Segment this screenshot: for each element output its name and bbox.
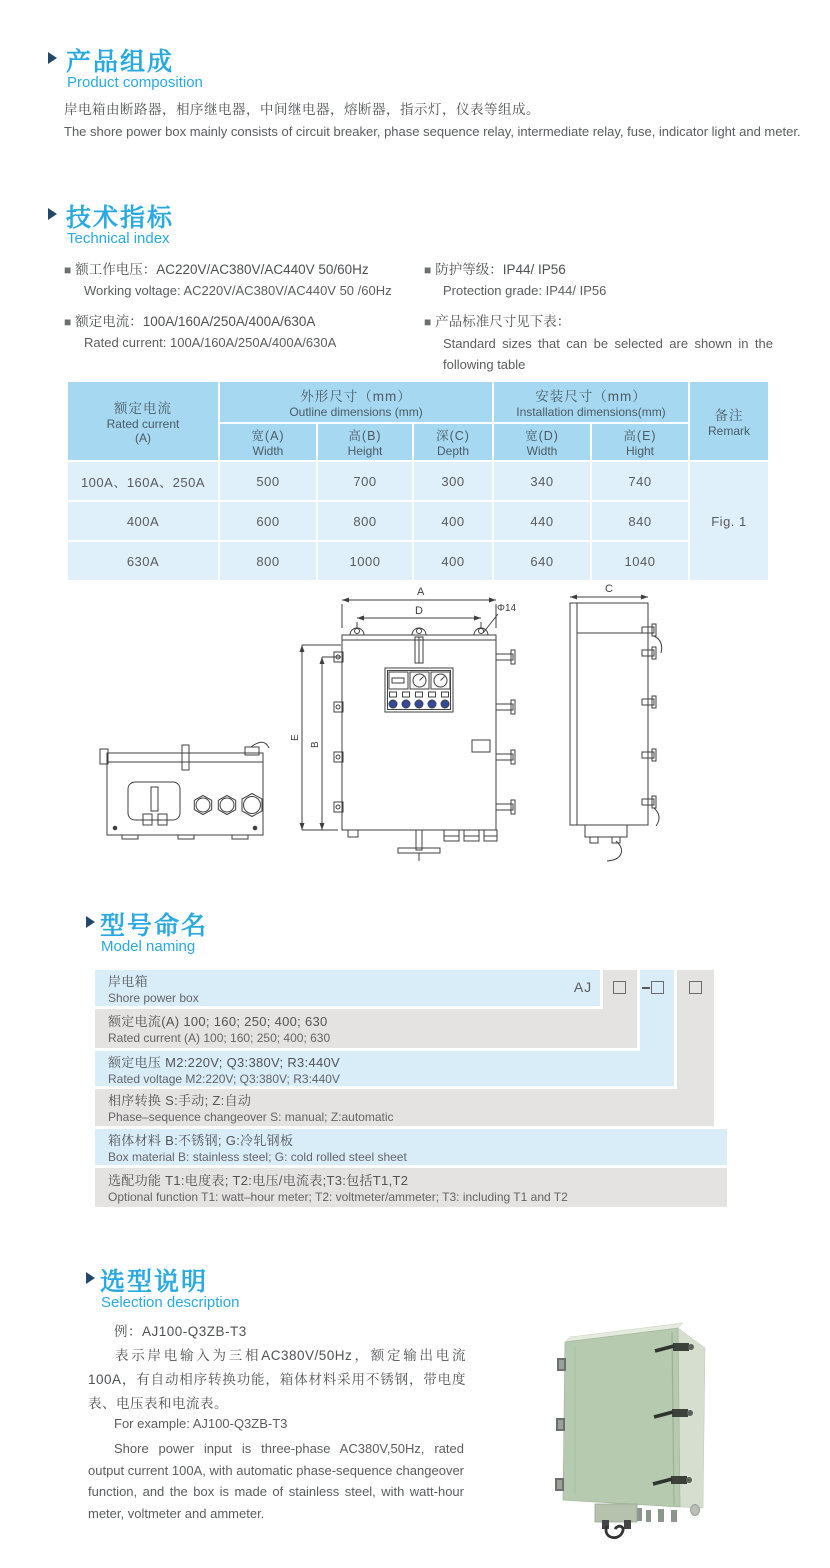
table-cell: 840: [592, 502, 688, 540]
table-cell-remark: Fig. 1: [690, 462, 768, 580]
model-naming-table: [95, 970, 735, 1210]
spec-rated-current: ■ 额定电流：100A/160A/250A/400A/630A: [64, 314, 316, 329]
table-header-outline: 外形尺寸（mm） Outline dimensions (mm): [220, 382, 492, 422]
table-cell: 400: [414, 542, 492, 580]
table-cell: 600: [220, 502, 316, 540]
table-cell: 800: [318, 502, 412, 540]
product-photo: [545, 1302, 830, 1568]
table-cell: 640: [494, 542, 590, 580]
square-bullet-icon: ■: [424, 263, 432, 277]
square-bullet-icon: ■: [424, 315, 432, 329]
table-cell: 100A、160A、250A: [68, 462, 218, 500]
code-box-icon: [613, 981, 626, 994]
table-cell: 300: [414, 462, 492, 500]
table-header-rated-current: 额定电流 Rated current (A): [68, 382, 218, 460]
selection-body-en: Shore power input is three-phase AC380V,50Hz, rated output current 100A, with automatic phase-sequence changeover function, and the box is made of stainless steel, with watt-hour meter, voltmeter and ammeter.: [88, 1441, 464, 1521]
code-box-icon: [651, 981, 664, 994]
naming-row-box-material: 箱体材料 B:不锈钢; G:冷轧钢板 Box material B: stainless steel; G: cold rolled steel sheet: [95, 1129, 727, 1165]
dim-label-d: D: [415, 605, 423, 617]
naming-row-optional-function: 选配功能 T1:电度表; T2:电压/电流表;T3:包括T1,T2 Optional function T1: watt–hour meter; T2: voltmeter/ammeter; T3: including T1 and T2: [95, 1168, 727, 1207]
section-title-technical: 技术指标: [66, 204, 175, 232]
table-cell: 500: [220, 462, 316, 500]
naming-row-shore-power-box: 岸电箱 Shore power box: [95, 970, 600, 1006]
side-view: [570, 583, 662, 861]
naming-row-rated-current: 额定电流(A) 100; 160; 250; 400; 630 Rated current (A) 100; 160; 250; 400; 630: [95, 1009, 637, 1048]
table-cell: 800: [220, 542, 316, 580]
spec-standard-sizes-en: Standard sizes that can be selected are shown in the following table: [443, 336, 773, 372]
dim-label-e: E: [290, 734, 301, 741]
front-view: [290, 586, 517, 861]
table-subheader: 高(B) Height: [318, 424, 412, 460]
section-arrow-icon: [48, 52, 57, 64]
table-cell: 400: [414, 502, 492, 540]
table-subheader: 高(E) Hight: [592, 424, 688, 460]
section-subtitle-composition: Product composition: [67, 74, 203, 91]
dim-label-b: B: [310, 741, 321, 748]
composition-text-cn: 岸电箱由断路器，相序继电器，中间继电器，熔断器，指示灯，仪表等组成。: [64, 102, 540, 117]
table-header-install: 安装尺寸（mm） Installation dimensions(mm): [494, 382, 688, 422]
meter-panel: [385, 668, 453, 712]
bottom-view: [100, 742, 269, 839]
square-bullet-icon: ■: [64, 315, 72, 329]
spec-protection-grade: ■ 防护等级：IP44/ IP56: [424, 262, 566, 277]
indicator-lights: [389, 692, 449, 708]
dim-label-a: A: [417, 586, 425, 598]
table-subheader: 宽(D) Width: [494, 424, 590, 460]
dim-label-c: C: [605, 583, 613, 595]
table-subheader: 宽(A) Width: [220, 424, 316, 460]
square-bullet-icon: ■: [64, 263, 72, 277]
spec-working-voltage-en: Working voltage: AC220V/AC380V/AC440V 50 /60Hz: [84, 283, 392, 298]
table-cell: 400A: [68, 502, 218, 540]
table-row: [68, 542, 768, 580]
section-subtitle-naming: Model naming: [101, 938, 196, 955]
table-cell: 700: [318, 462, 412, 500]
table-subheader: 深(C) Depth: [414, 424, 492, 460]
side-latches: [642, 624, 662, 826]
spec-standard-sizes: ■ 产品标准尺寸见下表：: [424, 314, 571, 329]
section-title-selection: 选型说明: [100, 1268, 209, 1296]
section-subtitle-technical: Technical index: [67, 230, 170, 247]
composition-text-en: The shore power box mainly consists of circuit breaker, phase sequence relay, intermediate relay, fuse, indicator light and meter.: [64, 124, 801, 139]
selection-example-cn: 例：AJ100-Q3ZB-T3: [114, 1324, 247, 1339]
table-row: [68, 502, 768, 540]
table-cell: 630A: [68, 542, 218, 580]
naming-row-phase-sequence: 相序转换 S:手动; Z:自动 Phase–sequence changeover S: manual; Z:automatic: [95, 1089, 714, 1126]
naming-row-rated-voltage: 额定电压 M2:220V; Q3:380V; R3:440V Rated voltage M2:220V; Q3:380V; R3:440V: [95, 1051, 674, 1086]
selection-example-en: For example: AJ100-Q3ZB-T3: [114, 1416, 288, 1431]
section-title-naming: 型号命名: [100, 912, 209, 940]
dimensions-table: [66, 380, 770, 582]
code-box-icon: [689, 981, 702, 994]
table-row: [68, 462, 768, 500]
section-subtitle-selection: Selection description: [101, 1294, 240, 1311]
table-cell: 740: [592, 462, 688, 500]
table-cell: 1040: [592, 542, 688, 580]
table-header-remark: 备注 Remark: [690, 382, 768, 460]
table-cell: 1000: [318, 542, 412, 580]
spec-rated-current-en: Rated current: 100A/160A/250A/400A/630A: [84, 335, 337, 350]
section-arrow-icon: [86, 916, 95, 928]
dim-label-dia14: Φ14: [497, 603, 517, 614]
technical-drawing: [0, 578, 830, 893]
section-title-composition: 产品组成: [66, 48, 175, 76]
code-dash-icon: [642, 987, 650, 989]
table-cell: 440: [494, 502, 590, 540]
spec-protection-grade-en: Protection grade: IP44/ IP56: [443, 283, 607, 298]
table-cell: 340: [494, 462, 590, 500]
section-arrow-icon: [86, 1272, 95, 1284]
section-arrow-icon: [48, 208, 57, 220]
model-prefix: AJ: [573, 979, 593, 995]
latch-icons: [496, 650, 515, 814]
spec-working-voltage: ■ 额工作电压：AC220V/AC380V/AC440V 50/60Hz: [64, 262, 369, 277]
selection-body-cn: 表示岸电输入为三相AC380V/50Hz，额定输出电流100A，有自动相序转换功能，箱体材料采用不锈钢，带电度表、电压表和电流表。: [88, 1348, 466, 1411]
